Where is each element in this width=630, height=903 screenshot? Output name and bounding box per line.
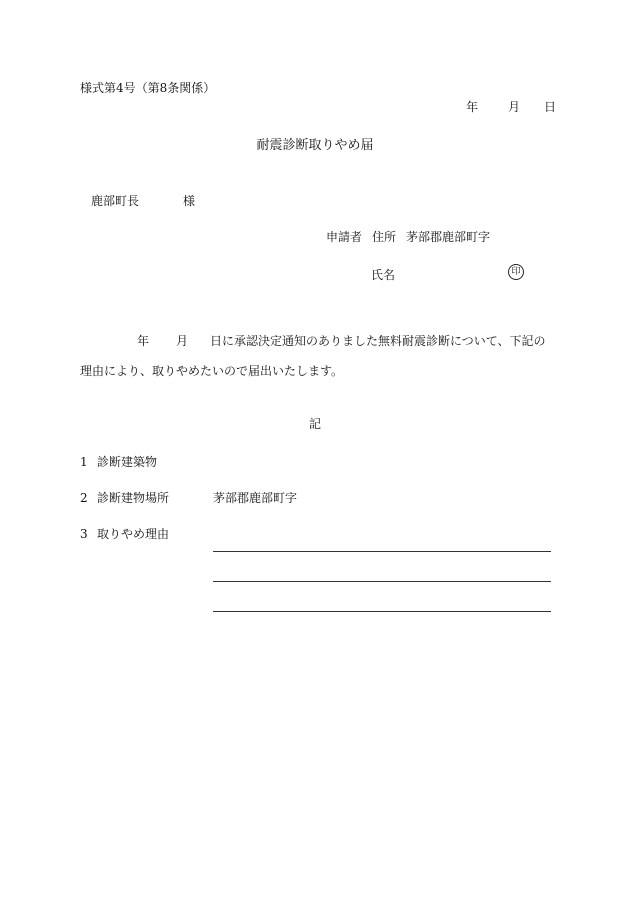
addressee-name: 鹿部町長 (91, 194, 140, 208)
item-value: 茅部郡鹿部町字 (213, 491, 298, 505)
body-year-label: 年 (137, 334, 150, 348)
body-text: 日に承認決定通知のありました無料耐震診断について、下記の理由により、取りやめたいので届出いたします。 (80, 334, 546, 378)
date-day-label: 日 (544, 100, 557, 114)
address-value: 茅部郡鹿部町字 (406, 230, 491, 244)
item-number: 1 (80, 455, 88, 469)
applicant-name-label: 氏名 (371, 268, 396, 282)
body-paragraph (80, 326, 550, 386)
item-label: 取りやめ理由 (97, 527, 170, 541)
item-number: 3 (80, 527, 88, 541)
reason-line[interactable] (213, 611, 551, 612)
applicant-role: 申請者 (326, 230, 363, 244)
item-label: 診断建物場所 (97, 491, 170, 505)
form-number: 様式第4号（第8条関係） (80, 81, 216, 95)
address-label: 住所 (372, 230, 397, 244)
date-month-label: 月 (508, 100, 521, 114)
item-location (80, 490, 297, 506)
seal-icon: 印 (508, 264, 524, 280)
reason-line[interactable] (213, 581, 551, 582)
item-building (80, 454, 213, 470)
document-title: 耐震診断取りやめ届 (256, 138, 374, 153)
date-year-label: 年 (466, 100, 479, 114)
addressee (91, 193, 195, 209)
item-label: 診断建築物 (97, 455, 158, 469)
item-number: 2 (80, 491, 88, 505)
item-reason (80, 526, 213, 542)
body-month-label: 月 (176, 334, 189, 348)
addressee-suffix: 様 (183, 194, 196, 208)
applicant-address-row (326, 229, 490, 245)
date-line (466, 99, 556, 115)
reason-line[interactable] (213, 551, 551, 552)
ki-heading: 記 (308, 417, 321, 431)
